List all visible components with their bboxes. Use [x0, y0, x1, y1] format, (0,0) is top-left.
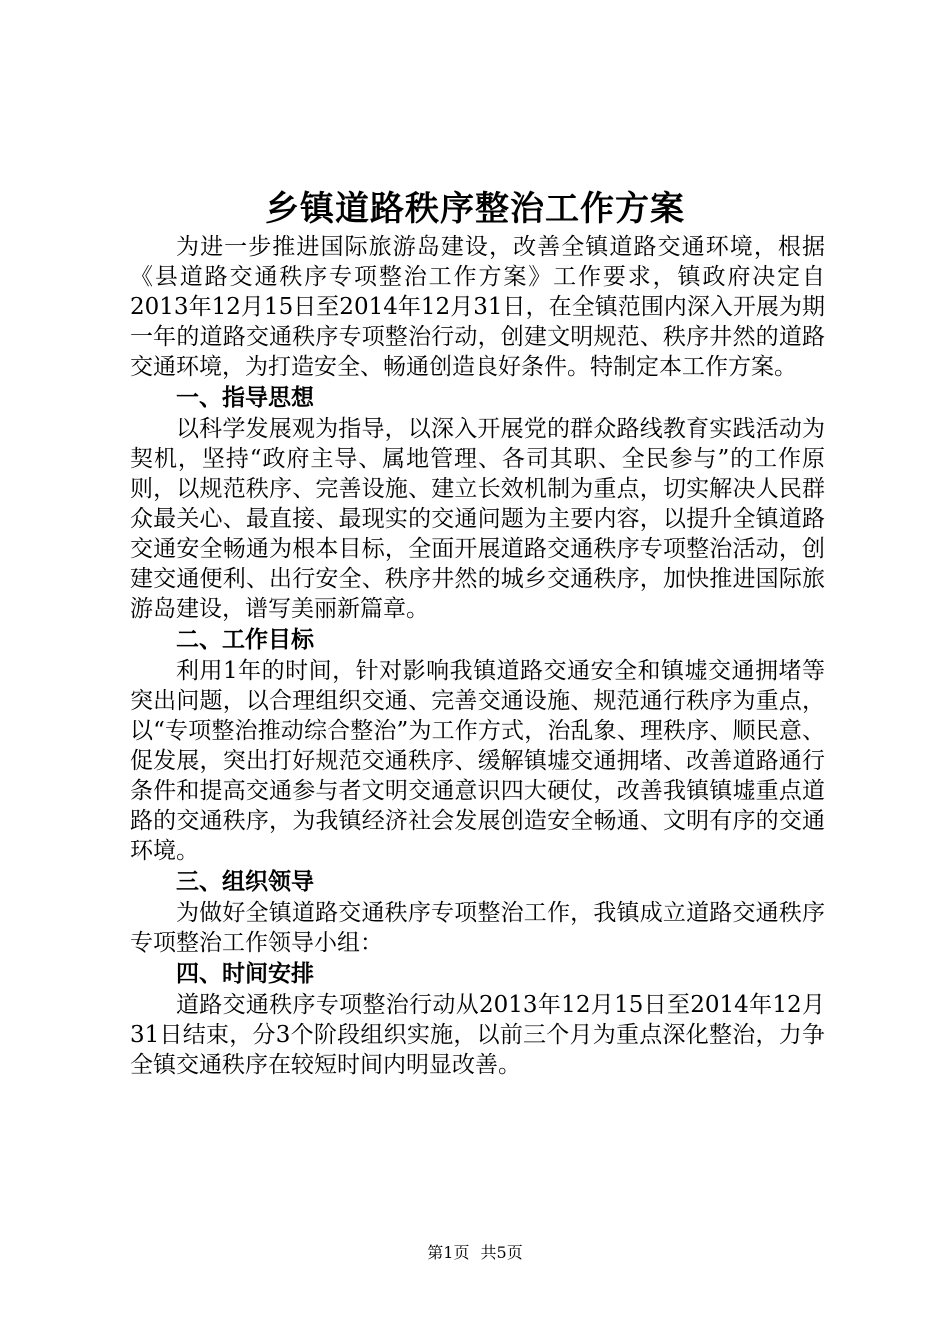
- section-heading: 三、组织领导: [176, 869, 314, 895]
- intro-paragraph: 为进一步推进国际旅游岛建设，改善全镇道路交通环境，根据《县道路交通秩序专项整治工作方案》工作要求，镇政府决定自2013年12月15日至2014年12月31日，在全镇范围内深入开展为期一年的道路交通秩序专项整治行动，创建文明规范、秩序井然的道路交通环境，为打造安全、畅通创造良好条件。特制定本工作方案。: [130, 234, 825, 380]
- section-paragraph: 利用1年的时间，针对影响我镇道路交通安全和镇墟交通拥堵等突出问题，以合理组织交通、完善交通设施、规范通行秩序为重点，以“专项整治推动综合整治”为工作方式，治乱象、理秩序、顺民意、促发展，突出打好规范交通秩序、缓解镇墟交通拥堵、改善道路通行条件和提高交通参与者文明交通意识四大硬仗，改善我镇镇墟重点道路的交通秩序，为我镇经济社会发展创造安全畅通、文明有序的交通环境。: [130, 658, 825, 864]
- page-footer: [0, 1242, 950, 1264]
- section-paragraph: 以科学发展观为指导，以深入开展党的群众路线教育实践活动为契机，坚持“政府主导、属地管理、各司其职、全民参与”的工作原则，以规范秩序、完善设施、建立长效机制为重点，切实解决人民群众最关心、最直接、最现实的交通问题为主要内容，以提升全镇道路交通安全畅通为根本目标，全面开展道路交通秩序专项整治活动，创建交通便利、出行安全、秩序井然的城乡交通秩序，加快推进国际旅游岛建设，谱写美丽新篇章。: [130, 416, 825, 622]
- section-schedule: [130, 958, 825, 1080]
- section-organization: [130, 866, 825, 958]
- section-heading: 二、工作目标: [176, 627, 314, 653]
- section-heading: 四、时间安排: [176, 961, 314, 987]
- page-total: 共5页: [480, 1243, 523, 1262]
- section-paragraph: 道路交通秩序专项整治行动从2013年12月15日至2014年12月31日结束，分3个阶段组织实施，以前三个月为重点深化整治，力争全镇交通秩序在较短时间内明显改善。: [130, 992, 825, 1078]
- section-paragraph: 为做好全镇道路交通秩序专项整治工作，我镇成立道路交通秩序专项整治工作领导小组：: [130, 900, 825, 956]
- section-work-goals: [130, 624, 825, 866]
- section-guiding-ideology: [130, 382, 825, 624]
- section-heading: 一、指导思想: [176, 385, 314, 411]
- document-title: 乡镇道路秩序整治工作方案: [265, 189, 685, 229]
- document-body: [130, 232, 825, 1080]
- page-number: 第1页: [427, 1243, 470, 1262]
